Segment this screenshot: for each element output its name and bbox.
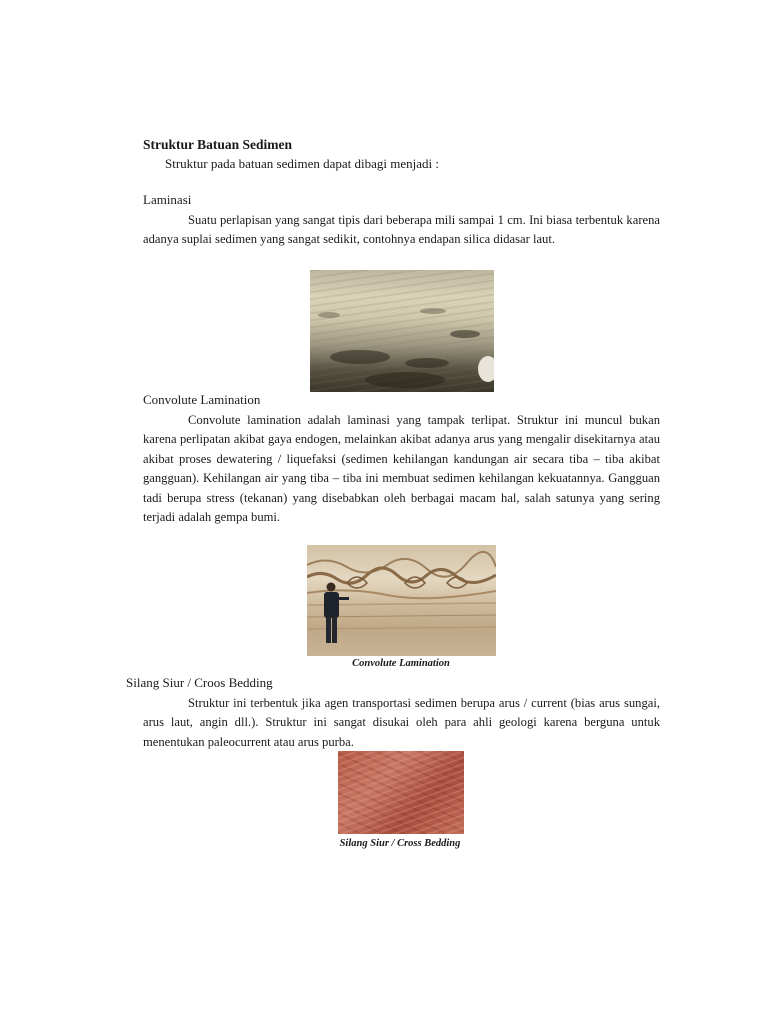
laminasi-photo [310,270,494,392]
cross-bedding-photo [338,751,464,834]
section-heading-cross-bedding: Silang Siur / Croos Bedding [126,675,273,690]
section-paragraph-convolute: Convolute lamination adalah laminasi yang tampak terlipat. Struktur ini muncul bukan karena perlipatan akibat gaya endogen, melainkan akibat adanya arus yang mengalir disekitarnya atau akibat proses dewatering / liquefaksi (sedimen kehilangan kandungan air secara tiba – tiba akibat gangguan). Kehilangan air yang tiba – tiba ini membuat sedimen kehilangan kekuatannya. Gangguan tadi berupa stress (tekanan) yang disebabkan oleh berbagai macam hal, salah satunya yang sering terjadi adalah gempa bumi. [143,413,660,525]
intro-text: Struktur pada batuan sedimen dapat dibagi menjadi : [165,156,440,171]
section-heading-convolute: Convolute Lamination [143,392,261,407]
section-paragraph-laminasi: Suatu perlapisan yang sangat tipis dari beberapa mili sampai 1 cm. Ini biasa terbentuk karena adanya suplai sedimen yang sangat sedikit, contohnya endapan silica didasar laut. [143,213,660,247]
convolute-lamination-illustration [307,545,496,656]
convolute-caption: Convolute Lamination [352,658,450,669]
section-heading-laminasi: Laminasi [143,192,192,207]
convolute-lamination-photo [307,545,496,656]
cross-bedding-caption: Silang Siur / Cross Bedding [339,838,461,849]
section-paragraph-cross-bedding: Struktur ini terbentuk jika agen transportasi sedimen berupa arus / current (bias arus sungai, arus laut, angin dll.). Struktur ini sangat disukai oleh para ahli geologi karena berguna untuk menentukan paleocurrent atau arus purba. [143,696,660,749]
document-title: Struktur Batuan Sedimen [143,137,293,152]
